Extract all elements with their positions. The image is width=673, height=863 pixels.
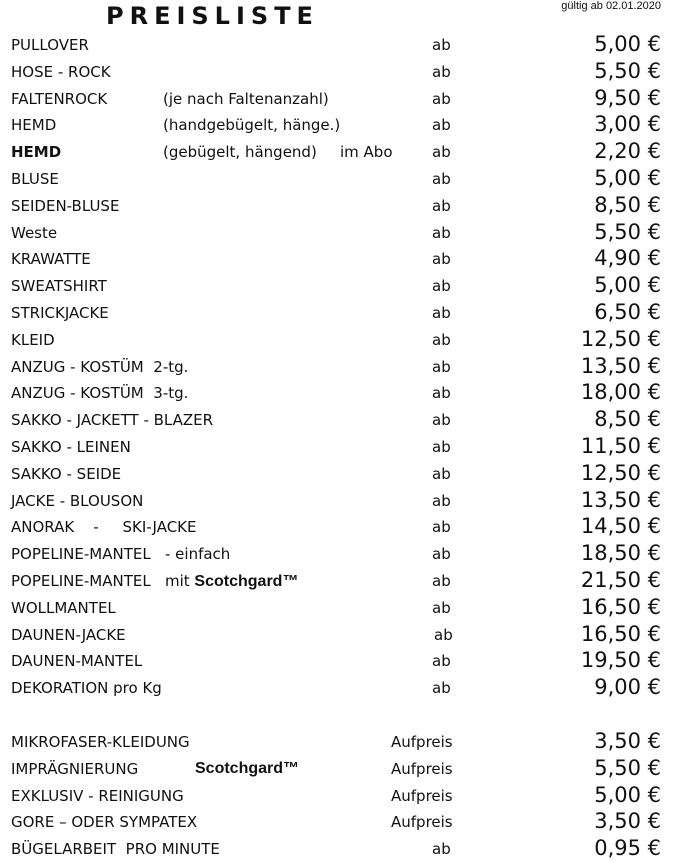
brand-name: Scotchgard™ — [194, 572, 299, 590]
price-row — [0, 139, 673, 166]
item-price: 19,50 € — [580, 648, 661, 673]
valid-from-date: gültig ab 02.01.2020 — [561, 0, 661, 12]
item-name: SWEATSHIRT — [11, 277, 107, 296]
item-note: (gebügelt, hängend) — [163, 143, 317, 162]
item-unit: ab — [432, 545, 451, 564]
surcharge-row — [0, 729, 673, 756]
price-row — [0, 327, 673, 354]
item-name — [11, 572, 298, 591]
item-unit: ab — [432, 303, 451, 322]
item-price: 16,50 € — [580, 621, 661, 646]
surcharge-row — [0, 783, 673, 810]
surcharge-unit: ab — [432, 840, 451, 859]
item-price: 13,50 € — [580, 487, 661, 512]
price-row — [0, 380, 673, 407]
item-name: KRAWATTE — [11, 250, 91, 269]
item-price: 5,00 € — [594, 32, 661, 56]
price-row — [0, 488, 673, 515]
item-price: 9,00 € — [594, 675, 661, 700]
item-name: HOSE - ROCK — [11, 62, 111, 81]
item-price: 21,50 € — [580, 567, 661, 592]
price-row — [0, 273, 673, 300]
item-unit: ab — [432, 652, 451, 671]
item-price: 14,50 € — [580, 514, 661, 539]
price-row — [0, 541, 673, 568]
item-price: 3,00 € — [594, 112, 661, 137]
item-unit: ab — [432, 357, 451, 376]
item-price: 5,50 € — [594, 58, 661, 83]
item-price: 4,90 € — [594, 246, 661, 271]
surcharge-unit: Aufpreis — [391, 786, 453, 805]
surcharge-unit: Aufpreis — [391, 732, 453, 751]
surcharge-name: MIKROFASER-KLEIDUNG — [11, 732, 190, 751]
price-row — [0, 354, 673, 381]
item-unit: ab — [432, 223, 451, 242]
surcharge-name: EXKLUSIV - REINIGUNG — [11, 786, 184, 805]
item-name: KLEID — [11, 330, 55, 349]
price-row — [0, 166, 673, 193]
item-unit: ab — [432, 411, 451, 430]
item-unit: ab — [432, 571, 451, 590]
price-row — [0, 193, 673, 220]
item-unit: ab — [432, 518, 451, 537]
surcharge-price: 3,50 € — [594, 728, 661, 753]
item-name: SAKKO - LEINEN — [11, 437, 131, 456]
item-unit: ab — [432, 169, 451, 188]
page-title: PREISLISTE — [106, 2, 319, 30]
item-unit: ab — [432, 679, 451, 698]
price-row — [0, 514, 673, 541]
price-row — [0, 32, 673, 59]
item-name: ANZUG - KOSTÜM 3-tg. — [11, 384, 189, 403]
item-unit: ab — [432, 143, 451, 162]
item-name: WOLLMANTEL — [11, 598, 116, 617]
item-name: Weste — [11, 223, 58, 242]
item-unit: ab — [432, 89, 451, 108]
item-unit: ab — [432, 491, 451, 510]
item-unit: ab — [432, 277, 451, 296]
item-unit: ab — [432, 330, 451, 349]
price-row — [0, 59, 673, 86]
surcharge-row — [0, 756, 673, 783]
price-row — [0, 434, 673, 461]
surcharge-row — [0, 809, 673, 836]
item-price: 8,50 € — [594, 407, 661, 432]
surcharge-price: 3,50 € — [594, 809, 661, 834]
price-row — [0, 648, 673, 675]
price-row — [0, 300, 673, 327]
item-note: (je nach Faltenanzahl) — [163, 89, 329, 108]
surcharge-note: Scotchgard™ — [195, 759, 300, 777]
surcharge-price: 5,00 € — [594, 782, 661, 807]
item-price: 8,50 € — [594, 192, 661, 217]
item-name: HEMD — [11, 143, 62, 162]
price-row — [0, 568, 673, 595]
item-price: 11,50 € — [580, 433, 661, 458]
item-price: 18,50 € — [580, 541, 661, 566]
surcharge-name: GORE – ODER SYMPATEX — [11, 813, 198, 832]
item-name: DAUNEN-MANTEL — [11, 652, 143, 671]
surcharge-price: 0,95 € — [594, 836, 661, 861]
item-unit: ab — [432, 598, 451, 617]
item-name: SAKKO - SEIDE — [11, 464, 122, 483]
item-name: STRICKJACKE — [11, 303, 109, 322]
item-unit: ab — [432, 464, 451, 483]
item-name: POPELINE-MANTEL - einfach — [11, 545, 231, 564]
surcharge-name: BÜGELARBEIT PRO MINUTE — [11, 840, 220, 859]
price-row — [0, 246, 673, 273]
item-unit: ab — [432, 437, 451, 456]
item-name: SAKKO - JACKETT - BLAZER — [11, 411, 214, 430]
item-unit: ab — [432, 250, 451, 269]
surcharge-unit: Aufpreis — [391, 813, 453, 832]
item-price: 6,50 € — [594, 299, 661, 324]
item-name: ANORAK - SKI-JACKE — [11, 518, 197, 537]
item-name: PULLOVER — [11, 36, 89, 54]
item-name-text: POPELINE-MANTEL mit — [11, 571, 195, 590]
item-name: ANZUG - KOSTÜM 2-tg. — [11, 357, 189, 376]
surcharge-unit: Aufpreis — [391, 759, 453, 778]
item-note: (handgebügelt, hänge.) — [163, 116, 341, 135]
price-row — [0, 407, 673, 434]
item-price: 2,20 € — [594, 139, 661, 164]
surcharge-row — [0, 836, 673, 863]
item-price: 12,50 € — [580, 460, 661, 485]
item-extra: im Abo — [340, 143, 393, 162]
price-row — [0, 595, 673, 622]
item-name: JACKE - BLOUSON — [11, 491, 144, 510]
item-price: 5,00 € — [594, 273, 661, 298]
price-row — [0, 86, 673, 113]
price-row — [0, 675, 673, 702]
price-row — [0, 220, 673, 247]
item-name: SEIDEN-BLUSE — [11, 196, 120, 215]
item-name: BLUSE — [11, 169, 59, 188]
item-name: HEMD — [11, 116, 57, 135]
item-price: 5,50 € — [594, 219, 661, 244]
price-row — [0, 622, 673, 649]
item-unit: ab — [432, 116, 451, 135]
item-price: 5,00 € — [594, 165, 661, 190]
item-price: 12,50 € — [580, 326, 661, 351]
surcharge-price: 5,50 € — [594, 755, 661, 780]
item-name: FALTENROCK — [11, 89, 108, 108]
price-row — [0, 112, 673, 139]
price-list — [0, 32, 673, 863]
item-unit: ab — [432, 62, 451, 81]
item-unit: ab — [434, 625, 453, 644]
item-price: 9,50 € — [594, 85, 661, 110]
item-price: 18,00 € — [580, 380, 661, 405]
item-price: 13,50 € — [580, 353, 661, 378]
item-unit: ab — [432, 384, 451, 403]
item-unit: ab — [432, 36, 451, 54]
surcharge-name: IMPRÄGNIERUNG — [11, 759, 139, 778]
item-name: DEKORATION pro Kg — [11, 679, 162, 698]
section-gap — [0, 702, 673, 729]
item-unit: ab — [432, 196, 451, 215]
item-price: 16,50 € — [580, 594, 661, 619]
item-name: DAUNEN-JACKE — [11, 625, 126, 644]
price-row — [0, 461, 673, 488]
